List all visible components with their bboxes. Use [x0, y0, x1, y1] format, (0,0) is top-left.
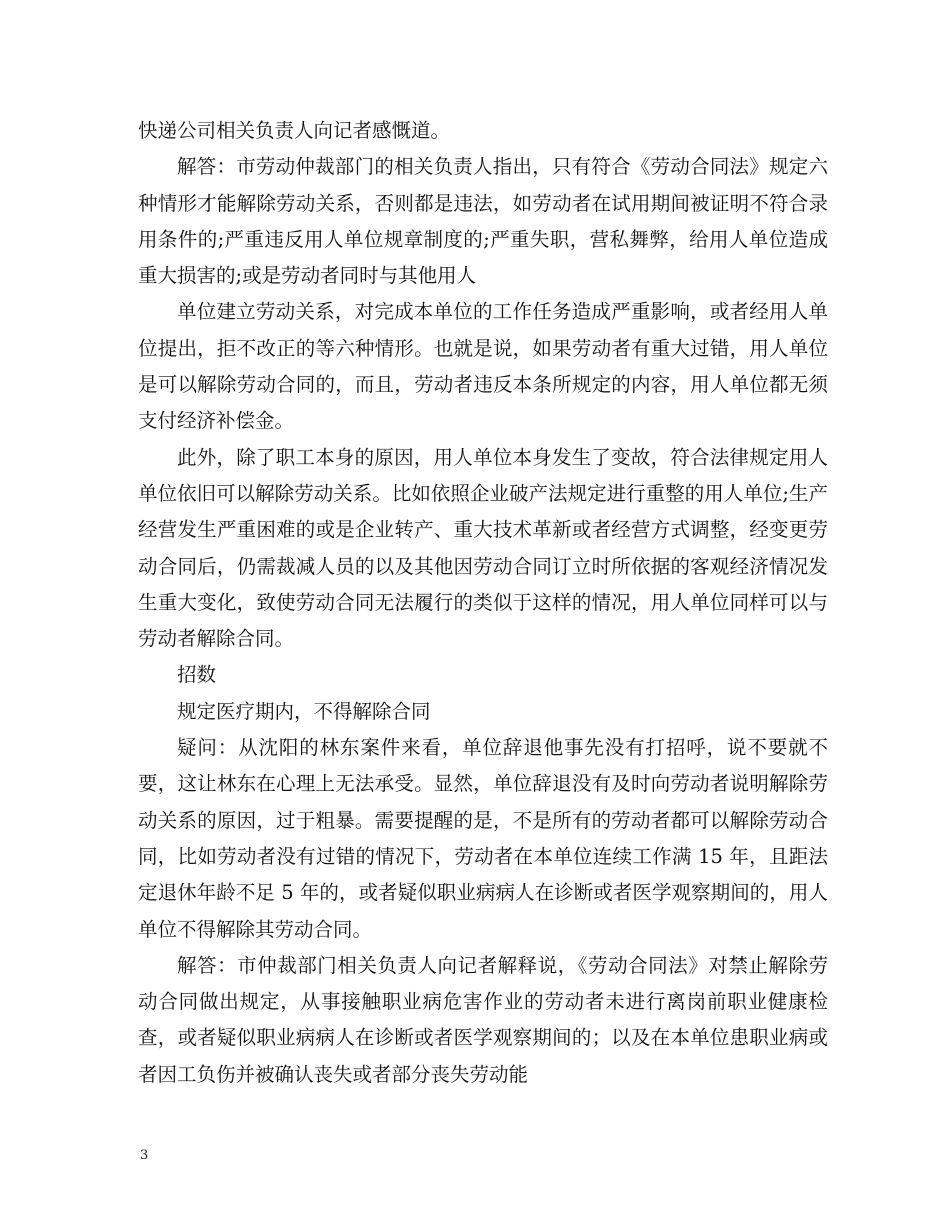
paragraph: 快递公司相关负责人向记者感慨道。 — [138, 119, 451, 142]
paragraph: 单位建立劳动关系，对完成本单位的工作任务造成严重影响，或者经用人单位提出，拒不改正的等六种情形。也就是说，如果劳动者有重大过错，用人单位是可以解除劳动合同的，而且，劳动者违反本条所规定的内容，用人单位都无须支付经济补偿金。 — [138, 300, 828, 433]
paragraph: 解答：市仲裁部门相关负责人向记者解释说，《劳动合同法》对禁止解除劳动合同做出规定，从事接触职业病危害作业的劳动者未进行离岗前职业健康检查，或者疑似职业病病人在诊断或者医学观察期间的；以及在本单位患职业病或者因工负伤并被确认丧失或者部分丧失劳动能 — [138, 953, 828, 1086]
section-heading: 招数 — [177, 663, 217, 687]
page-number: 3 — [140, 1148, 149, 1163]
paragraph: 此外，除了职工本身的原因，用人单位本身发生了变故，符合法律规定用人单位依旧可以解除劳动关系。比如依照企业破产法规定进行重整的用人单位;生产经营发生严重困难的或是企业转产、重大技术革新或者经营方式调整，经变更劳动合同后，仍需裁减人员的以及其他因劳动合同订立时所依据的客观经济情况发生重大变化，致使劳动合同无法履行的类似于这样的情况，用人单位同样可以与劳动者解除合同。 — [138, 445, 828, 651]
paragraph: 解答：市劳动仲裁部门的相关负责人指出，只有符合《劳动合同法》规定六种情形才能解除劳动关系，否则都是违法，如劳动者在试用期间被证明不符合录用条件的;严重违反用人单位规章制度的;严重失职，营私舞弊，给用人单位造成重大损害的;或是劳动者同时与其他用人 — [138, 155, 828, 288]
section-subheading: 规定医疗期内，不得解除合同 — [177, 699, 431, 723]
paragraph: 疑问：从沈阳的林东案件来看，单位辞退他事先没有打招呼，说不要就不要，这让林东在心理上无法承受。显然，单位辞退没有及时向劳动者说明解除劳动关系的原因，过于粗暴。需要提醒的是，不是所有的劳动者都可以解除劳动合同，比如劳动者没有过错的情况下，劳动者在本单位连续工作满 15 年，且距法定退休年龄不足 5 年的，或者疑似职业病病人在诊断或者医学观察期间的，用人单位不得解除其劳动合同。 — [138, 736, 828, 941]
document-body — [138, 113, 828, 1093]
